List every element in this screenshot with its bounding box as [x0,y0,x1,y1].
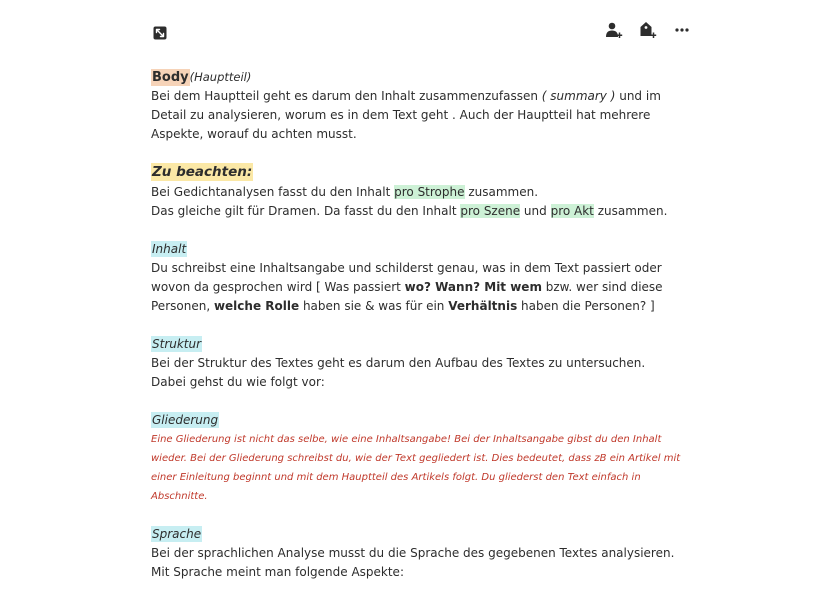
note-line-1: Bei Gedichtanalysen fasst du den Inhalt pro Strophe zusammen. [151,185,539,199]
section-gliederung [151,411,681,506]
document-body [151,68,681,601]
body-heading-suffix: (Hauptteil) [189,70,252,84]
gliederung-heading: Gliederung [152,413,219,427]
body-heading: Body [152,70,189,85]
add-user-icon[interactable] [604,20,624,40]
highlight-pro-szene: pro Szene [460,204,521,218]
section-note [151,163,681,221]
toolbar-actions [604,20,692,40]
sprache-heading: Sprache [152,527,202,541]
highlight-pro-strophe: pro Strophe [394,185,465,199]
section-inhalt [151,240,681,316]
add-tag-icon[interactable] [638,20,658,40]
summary-term: ( summary ) [541,89,616,103]
section-struktur [151,335,681,392]
highlight-pro-akt: pro Akt [550,204,594,218]
inhalt-heading: Inhalt [152,242,187,256]
expand-icon[interactable] [150,23,170,43]
inhalt-paragraph: Du schreibst eine Inhaltsangabe und schilderst genau, was in dem Text passiert oder wovon da gesprochen wird [ Was passiert wo? Wann? Mit wem bzw. wer sind diese Personen, welche Rolle haben sie & was für ein Verhältnis haben die Personen? ] [151,261,663,313]
sprache-line-1: Bei der sprachlichen Analyse musst du die Sprache des gegebenen Textes analysieren. [151,546,675,560]
note-heading: Zu beachten: [152,164,253,180]
section-sprache [151,525,681,582]
section-body [151,68,681,144]
note-line-2: Das gleiche gilt für Dramen. Da fasst du den Inhalt pro Szene und pro Akt zusammen. [151,204,668,218]
gliederung-note: Eine Gliederung ist nicht das selbe, wie eine Inhaltsangabe! Bei der Inhaltsangabe gibst du den Inhalt wieder. Bei der Gliederung schreibst du, wie der Text gegliedert ist. Dies bedeutet, dass zB ein Artikel mit einer Einleitung beginnt und mit dem Hauptteil des Artikels folgt. Du gliederst den Text einfach in Abschnitte. [151,434,681,502]
body-paragraph: Bei dem Hauptteil geht es darum den Inhalt zusammenzufassen ( summary ) und im Detail zu analysieren, worum es in dem Text geht . Auch der Hauptteil hat mehrere Aspekte, worauf du achten musst. [151,89,661,141]
struktur-paragraph: Bei der Struktur des Textes geht es darum den Aufbau des Textes zu untersuchen. Dabei gehst du wie folgt vor: [151,356,646,389]
more-icon[interactable] [672,20,692,40]
struktur-heading: Struktur [152,337,202,351]
sprache-line-2: Mit Sprache meint man folgende Aspekte: [151,565,404,579]
